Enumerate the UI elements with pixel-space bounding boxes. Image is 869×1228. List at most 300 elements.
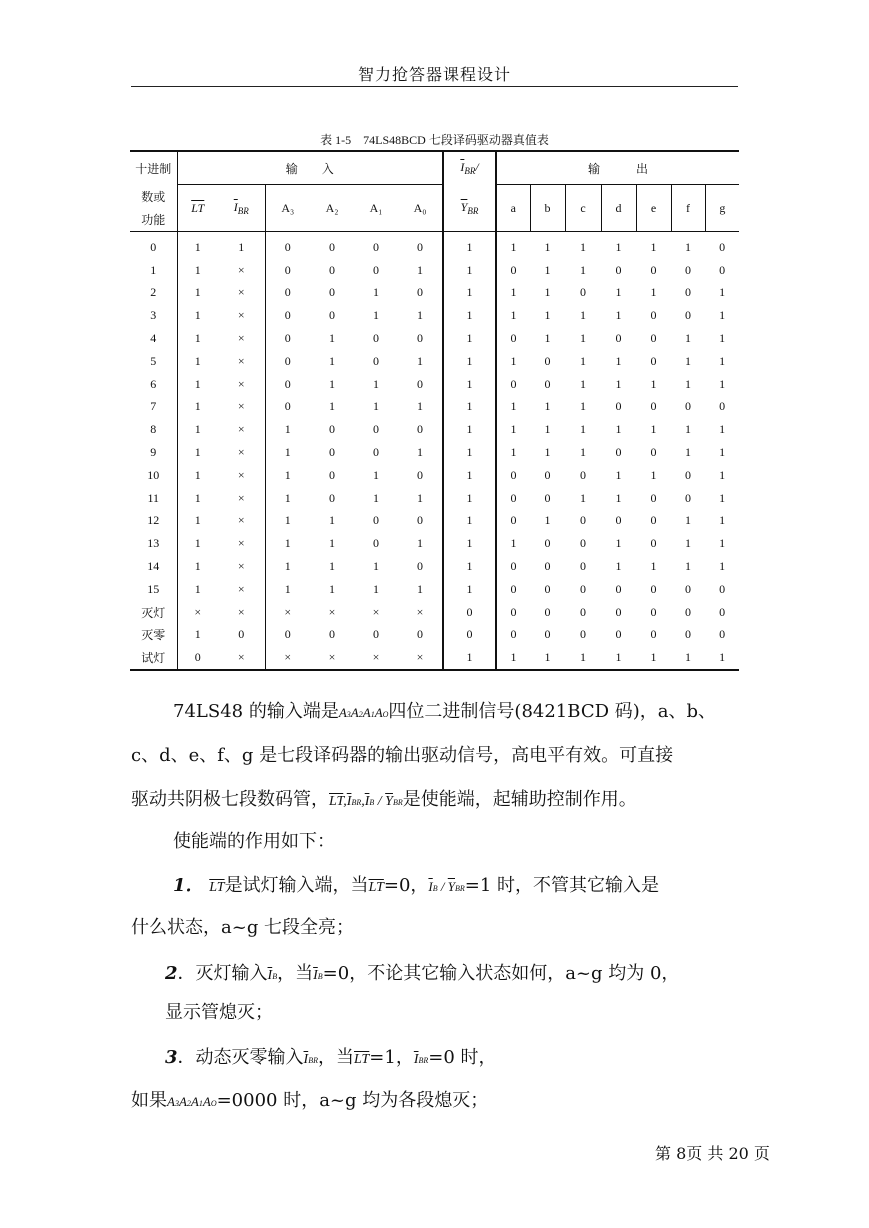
table-cell: 0 — [685, 262, 692, 277]
table-cell: 1 — [615, 467, 622, 482]
table-cell: 1 — [443, 532, 496, 555]
table-cell: 1 — [194, 262, 201, 277]
table-cell: 1 — [194, 285, 201, 300]
table-cell: 1 — [417, 399, 423, 414]
table-cell: × — [265, 601, 310, 624]
table-cell: 0 — [685, 467, 692, 482]
table-cell: 1 — [373, 581, 379, 596]
table-cell: 0 — [373, 445, 379, 460]
table-cell: 1 — [265, 441, 310, 464]
row-label-cell: 12 — [130, 510, 177, 533]
row-label-cell: 9 — [130, 441, 177, 464]
header-a0: A₀ — [398, 185, 443, 232]
table-cell: 1 — [719, 376, 726, 391]
table-cell: 0 — [544, 559, 551, 574]
header-decimal-lines: 数或 功能 — [130, 185, 177, 232]
paragraph-enable-intro: 使能端的作用如下： — [173, 831, 335, 852]
table-cell: 1 — [580, 422, 587, 437]
table-cell: 1 — [530, 646, 565, 670]
table-cell: 1 — [671, 646, 705, 670]
table-cell: 0 — [417, 559, 423, 574]
table-cell: × — [354, 646, 398, 670]
table-cell: 1 — [685, 513, 692, 528]
table-cell: 0 — [417, 513, 423, 528]
table-cell: 1 — [719, 331, 726, 346]
row-label-cell: 灭零 — [130, 624, 177, 647]
header-out-e: e — [636, 185, 671, 232]
table-cell: 1 — [194, 627, 201, 642]
table-cell: 0 — [615, 331, 622, 346]
header-ibr-top: $\overline{I}_{BR}/$ — [443, 151, 496, 185]
table-cell: 1 — [544, 308, 551, 323]
table-cell: 1 — [580, 262, 587, 277]
table-cell: 0 — [329, 467, 335, 482]
table-cell: 0 — [329, 308, 335, 323]
table-cell: 1 — [496, 304, 530, 327]
table-cell: 0 — [373, 422, 379, 437]
table-cell: 1 — [329, 513, 335, 528]
table-row — [130, 601, 739, 624]
item-2-line2: 显示管熄灭； — [165, 1002, 273, 1023]
item-3-line2: 如果A3A2A1AO=0000 时，a~g 均为各段熄灭； — [131, 1090, 489, 1111]
table-row — [130, 327, 739, 350]
header-lt: $\overline{LT}$ — [177, 185, 218, 232]
row-label-cell: 6 — [130, 373, 177, 396]
table-row — [130, 282, 739, 305]
table-cell: 1 — [719, 467, 726, 482]
table-cell: 0 — [615, 262, 622, 277]
table-cell: 1 — [443, 555, 496, 578]
table-cell: 1 — [194, 422, 201, 437]
table-cell: 1 — [443, 259, 496, 282]
table-cell: 0 — [373, 262, 379, 277]
table-cell: 0 — [650, 445, 657, 460]
table-cell: 0 — [650, 513, 657, 528]
table-cell: 1 — [443, 282, 496, 305]
table-cell: 0 — [329, 445, 335, 460]
table-cell: 1 — [496, 441, 530, 464]
table-cell: × — [237, 536, 245, 551]
table-cell: × — [194, 604, 202, 619]
table-cell: 0 — [719, 399, 726, 414]
table-cell: 0 — [417, 376, 423, 391]
table-cell: 1 — [615, 376, 622, 391]
header-out-d: d — [601, 185, 636, 232]
table-cell: 1 — [580, 353, 587, 368]
table-cell: 0 — [417, 627, 423, 642]
row-label-cell: 7 — [130, 396, 177, 419]
table-cell: 1 — [615, 308, 622, 323]
table-cell: 1 — [194, 559, 201, 574]
table-cell: 0 — [580, 581, 587, 596]
table-cell: 1 — [417, 536, 423, 551]
table-cell: 0 — [685, 627, 692, 642]
table-cell: 1 — [650, 285, 657, 300]
table-cell: 1 — [544, 239, 551, 254]
table-cell: 0 — [329, 239, 335, 254]
table-cell: 1 — [544, 445, 551, 460]
table-cell: × — [237, 353, 245, 368]
table-cell: 1 — [194, 331, 201, 346]
table-cell: 0 — [544, 490, 551, 505]
table-cell: 0 — [580, 559, 587, 574]
table-cell: 1 — [496, 282, 530, 305]
table-cell: 0 — [615, 399, 622, 414]
table-cell: 0 — [615, 513, 622, 528]
table-cell: 0 — [496, 624, 530, 647]
table-cell: 1 — [194, 467, 201, 482]
row-label-cell: 15 — [130, 578, 177, 601]
row-label-cell: 2 — [130, 282, 177, 305]
table-cell: 0 — [615, 581, 622, 596]
header-out-b: b — [530, 185, 565, 232]
table-cell: 1 — [705, 646, 739, 670]
table-cell: 1 — [265, 578, 310, 601]
table-cell: 1 — [443, 646, 496, 670]
table-cell: 0 — [373, 513, 379, 528]
table-cell: 0 — [496, 578, 530, 601]
paragraph-1-line1: 74LS48 的输入端是A3A2A1AO四位二进制信号(8421BCD 码)，a、b、 — [173, 701, 717, 722]
table-cell: 1 — [443, 464, 496, 487]
table-cell: × — [372, 604, 380, 619]
table-cell: 0 — [615, 627, 622, 642]
table-cell: 1 — [650, 239, 657, 254]
table-cell: 0 — [265, 350, 310, 373]
table-row — [130, 624, 739, 647]
table-cell: 0 — [496, 259, 530, 282]
table-cell: 1 — [373, 308, 379, 323]
item-1-line1: 1． $\overline{LT}$是试灯输入端，当$\overline{LT}=0$，$\overline{I}B / \overline{Y}BR=1$ 时，不管其它输入是 — [173, 875, 660, 896]
page-header-title: 智力抢答器课程设计 — [357, 65, 511, 84]
table-cell: 0 — [580, 467, 587, 482]
table-cell: 1 — [719, 285, 726, 300]
table-cell: 0 — [685, 399, 692, 414]
table-cell: 1 — [265, 532, 310, 555]
table-cell: 0 — [329, 285, 335, 300]
table-cell: 0 — [329, 490, 335, 505]
table-cell: 1 — [329, 376, 335, 391]
table-cell: 1 — [544, 422, 551, 437]
table-cell: 1 — [329, 353, 335, 368]
table-cell: 1 — [580, 445, 587, 460]
table-cell: × — [237, 445, 245, 460]
table-cell: 0 — [373, 353, 379, 368]
table-cell: × — [237, 467, 245, 482]
table-cell: 1 — [443, 396, 496, 419]
table-cell: 0 — [496, 601, 530, 624]
table-row — [130, 510, 739, 533]
table-cell: 1 — [443, 578, 496, 601]
table-cell: 0 — [265, 624, 310, 647]
table-cell: × — [237, 308, 245, 323]
table-cell: 1 — [238, 239, 245, 254]
table-cell: 0 — [719, 627, 726, 642]
table-cell: 1 — [719, 490, 726, 505]
table-cell: 1 — [615, 559, 622, 574]
table-cell: 1 — [565, 646, 601, 670]
table-cell: 1 — [685, 331, 692, 346]
table-cell: 1 — [194, 399, 201, 414]
header-out-a: a — [496, 185, 530, 232]
row-label-cell: 5 — [130, 350, 177, 373]
table-cell: 1 — [615, 353, 622, 368]
table-cell: 1 — [373, 467, 379, 482]
table-cell: 0 — [719, 239, 726, 254]
header-decimal-line1: 十进制 — [130, 151, 177, 185]
table-cell: 1 — [615, 536, 622, 551]
table-cell: 1 — [443, 327, 496, 350]
table-cell: 1 — [417, 490, 423, 505]
header-out-c: c — [565, 185, 601, 232]
table-cell: 1 — [417, 308, 423, 323]
table-cell: 1 — [580, 239, 587, 254]
table-cell: 1 — [685, 445, 692, 460]
table-cell: 1 — [496, 232, 530, 259]
table-cell: 1 — [265, 555, 310, 578]
table-cell: 0 — [580, 536, 587, 551]
table-cell: 1 — [615, 490, 622, 505]
table-cell: 1 — [417, 445, 423, 460]
table-cell: 0 — [650, 490, 657, 505]
table-cell: × — [237, 376, 245, 391]
table-cell: 0 — [496, 510, 530, 533]
table-cell: 1 — [194, 376, 201, 391]
table-cell: × — [237, 399, 245, 414]
truth-table-body — [130, 232, 739, 671]
table-cell: 0 — [580, 285, 587, 300]
table-cell: 0 — [417, 467, 423, 482]
table-cell: 1 — [544, 399, 551, 414]
table-cell: 0 — [650, 581, 657, 596]
table-cell: 0 — [544, 376, 551, 391]
table-cell: 0 — [580, 513, 587, 528]
table-cell: 1 — [443, 418, 496, 441]
row-label-cell: 灭灯 — [130, 601, 177, 624]
table-cell: × — [218, 646, 265, 670]
row-label-cell: 3 — [130, 304, 177, 327]
table-cell: 1 — [601, 646, 636, 670]
item-1-line2: 什么状态，a~g 七段全亮； — [131, 917, 355, 938]
table-cell: 1 — [373, 285, 379, 300]
table-row — [130, 259, 739, 282]
table-cell: 1 — [580, 399, 587, 414]
row-label-cell: 11 — [130, 487, 177, 510]
page-number: 第 8页 共 20 页 — [655, 1144, 770, 1163]
table-cell: 1 — [443, 510, 496, 533]
table-row — [130, 418, 739, 441]
table-cell: 1 — [417, 262, 423, 277]
table-cell: 0 — [650, 262, 657, 277]
table-row — [130, 578, 739, 601]
table-cell: 0 — [417, 422, 423, 437]
table-cell: 0 — [417, 285, 423, 300]
header-output-group: 输 出 — [496, 151, 739, 185]
table-cell: × — [237, 513, 245, 528]
table-cell: 1 — [580, 376, 587, 391]
table-cell: 1 — [194, 581, 201, 596]
table-cell: 1 — [373, 399, 379, 414]
paragraph-1-line3: 驱动共阴极七段数码管，$\overline{LT},\overline{I}BR,\overline{I}B / \overline{Y}BR$是使能端，起辅助控制作用。 — [131, 789, 637, 810]
row-label-cell: 试灯 — [130, 646, 177, 670]
table-cell: 1 — [650, 422, 657, 437]
table-cell: 1 — [544, 262, 551, 277]
table-cell: 1 — [373, 559, 379, 574]
table-cell: 1 — [443, 350, 496, 373]
table-cell: 1 — [496, 350, 530, 373]
table-cell: 1 — [685, 376, 692, 391]
table-row — [130, 532, 739, 555]
table-cell: 0 — [685, 285, 692, 300]
table-cell: 0 — [238, 627, 245, 642]
table-cell: 0 — [719, 581, 726, 596]
table-cell: 1 — [580, 490, 587, 505]
table-cell: 1 — [417, 581, 423, 596]
table-cell: × — [237, 422, 245, 437]
table-cell: 0 — [496, 373, 530, 396]
table-cell: 0 — [650, 627, 657, 642]
table-cell: 0 — [373, 536, 379, 551]
table-row — [130, 646, 739, 670]
table-cell: × — [237, 262, 245, 277]
table-cell: 1 — [544, 331, 551, 346]
table-cell: 0 — [373, 331, 379, 346]
table-cell: 0 — [544, 467, 551, 482]
table-cell: 0 — [265, 327, 310, 350]
table-cell: 0 — [650, 308, 657, 323]
table-cell: 1 — [496, 418, 530, 441]
table-cell: 1 — [636, 646, 671, 670]
table-cell: 0 — [580, 627, 587, 642]
table-cell: 0 — [373, 239, 379, 254]
header-a3: A₃ — [265, 185, 310, 232]
table-cell: × — [237, 559, 245, 574]
table-cell: 1 — [650, 467, 657, 482]
table-cell: 1 — [719, 536, 726, 551]
header-a2: A₂ — [310, 185, 354, 232]
header-out-f: f — [671, 185, 705, 232]
table-cell: 1 — [719, 308, 726, 323]
table-cell: 0 — [544, 353, 551, 368]
table-cell: 0 — [650, 399, 657, 414]
table-cell: 0 — [373, 627, 379, 642]
table-cell: 1 — [580, 308, 587, 323]
table-cell: 0 — [580, 604, 587, 619]
table-cell: 0 — [265, 304, 310, 327]
table-cell: 1 — [685, 536, 692, 551]
table-cell: 0 — [265, 259, 310, 282]
table-cell: 1 — [194, 536, 201, 551]
header-ybr: $\overline{Y}_{BR}$ — [443, 185, 496, 232]
table-cell: 0 — [329, 262, 335, 277]
header-ibr: $\overline{I}_{BR}$ — [218, 185, 265, 232]
table-cell: 1 — [544, 513, 551, 528]
row-label-cell: 4 — [130, 327, 177, 350]
table-row — [130, 350, 739, 373]
table-cell: 1 — [417, 353, 423, 368]
item-3-line1: 3．动态灭零输入$\overline{I}BR$，当$\overline{LT}=1$，$\overline{I}BR=0$ 时， — [165, 1047, 497, 1068]
table-cell: 1 — [443, 304, 496, 327]
header-out-g: g — [705, 185, 739, 232]
table-cell: 0 — [265, 232, 310, 259]
table-row — [130, 555, 739, 578]
table-cell: 0 — [685, 308, 692, 323]
table-cell: 1 — [496, 646, 530, 670]
table-cell: 1 — [329, 581, 335, 596]
table-cell: 1 — [194, 513, 201, 528]
table-row — [130, 232, 739, 259]
table-cell: 0 — [496, 555, 530, 578]
table-cell: × — [310, 646, 354, 670]
table-row — [130, 464, 739, 487]
table-cell: 0 — [496, 487, 530, 510]
table-cell: 1 — [496, 396, 530, 419]
table-cell: 0 — [650, 331, 657, 346]
table-cell: 0 — [650, 536, 657, 551]
table-cell: × — [237, 331, 245, 346]
table-cell: 1 — [580, 331, 587, 346]
row-label-cell: 8 — [130, 418, 177, 441]
table-cell: 0 — [496, 464, 530, 487]
table-cell: 0 — [177, 646, 218, 670]
table-cell: 0 — [685, 604, 692, 619]
table-cell: 0 — [496, 327, 530, 350]
row-label-cell: 13 — [130, 532, 177, 555]
table-cell: 0 — [615, 604, 622, 619]
table-cell: 0 — [544, 604, 551, 619]
table-cell: 0 — [650, 353, 657, 368]
table-cell: 0 — [685, 490, 692, 505]
table-cell: 0 — [719, 262, 726, 277]
table-cell: 1 — [685, 422, 692, 437]
table-cell: 0 — [417, 331, 423, 346]
table-cell: 1 — [265, 487, 310, 510]
header-input-group: 输 入 — [177, 151, 443, 185]
table-cell: 1 — [329, 331, 335, 346]
table-cell: 1 — [443, 232, 496, 259]
table-cell: 1 — [373, 490, 379, 505]
item-2-line1: 2．灭灯输入$\overline{I}B$，当$\overline{I}B=0$，不论其它输入状态如何，a~g 均为 0， — [165, 963, 680, 984]
table-cell: 1 — [329, 399, 335, 414]
table-cell: 0 — [329, 627, 335, 642]
table-cell: 0 — [685, 581, 692, 596]
table-cell: 0 — [544, 627, 551, 642]
truth-table — [130, 150, 739, 671]
table-cell: × — [328, 604, 336, 619]
table-cell: 1 — [443, 373, 496, 396]
table-cell: 1 — [719, 353, 726, 368]
table-cell: 1 — [194, 353, 201, 368]
table-cell: × — [237, 490, 245, 505]
table-cell: × — [398, 646, 443, 670]
table-cell: 1 — [443, 441, 496, 464]
table-cell: 1 — [544, 285, 551, 300]
table-cell: 1 — [194, 239, 201, 254]
table-row — [130, 373, 739, 396]
table-cell: × — [265, 646, 310, 670]
table-cell: 0 — [265, 373, 310, 396]
table-cell: 0 — [544, 581, 551, 596]
table-cell: 1 — [719, 445, 726, 460]
table-row — [130, 441, 739, 464]
table-row — [130, 487, 739, 510]
table-cell: × — [237, 581, 245, 596]
table-cell: 1 — [615, 422, 622, 437]
row-label-cell: 14 — [130, 555, 177, 578]
table-cell: 1 — [650, 376, 657, 391]
table-cell: 1 — [719, 559, 726, 574]
table-cell: 0 — [443, 624, 496, 647]
table-cell: 1 — [615, 239, 622, 254]
